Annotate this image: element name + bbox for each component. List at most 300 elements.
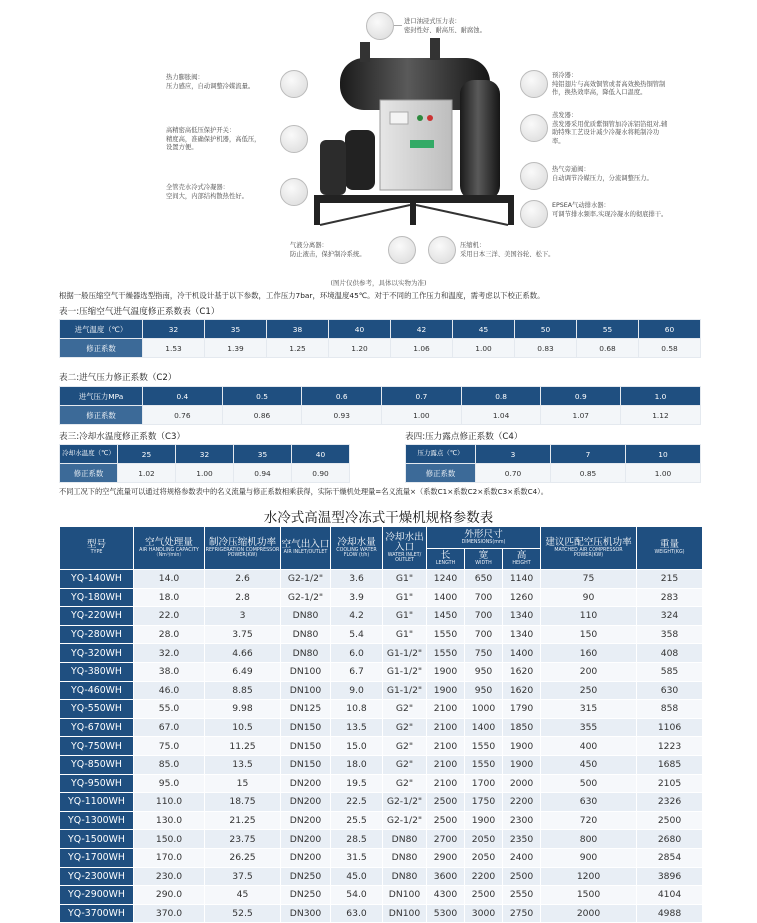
spec-cell: 1620 bbox=[503, 662, 541, 681]
spec-table-body bbox=[60, 570, 703, 923]
c1-factor-cell: 0.83 bbox=[515, 339, 577, 358]
spec-cell: 750 bbox=[465, 644, 503, 663]
spec-table bbox=[59, 526, 703, 923]
callout-title: 压缩机： bbox=[460, 242, 486, 249]
c1-temp-cell: 35 bbox=[205, 320, 267, 339]
spec-cell: 1685 bbox=[637, 755, 703, 774]
spec-row bbox=[60, 681, 703, 700]
spec-row bbox=[60, 811, 703, 830]
c2-title: 表二:进气压力修正系数（C2） bbox=[59, 373, 177, 383]
c4-point-cell: 3 bbox=[476, 445, 551, 464]
spec-cell: 90 bbox=[541, 588, 637, 607]
spec-cell: 2000 bbox=[503, 774, 541, 793]
spec-cell: G2-1/2" bbox=[281, 570, 331, 589]
spec-cell: DN200 bbox=[281, 774, 331, 793]
spec-cell: DN80 bbox=[281, 607, 331, 626]
spec-cell: 3 bbox=[205, 607, 281, 626]
spec-cell: 450 bbox=[541, 755, 637, 774]
spec-cell: 2100 bbox=[427, 755, 465, 774]
spec-cell: 1850 bbox=[503, 718, 541, 737]
callout-expansion-valve bbox=[166, 74, 254, 91]
spec-cell: 31.5 bbox=[331, 848, 383, 867]
c3-header-row bbox=[60, 445, 350, 464]
spec-cell: 858 bbox=[637, 700, 703, 719]
spec-cell: 1000 bbox=[465, 700, 503, 719]
spec-cell: 22.5 bbox=[331, 793, 383, 812]
spec-cell: 1750 bbox=[465, 793, 503, 812]
spec-cell: DN100 bbox=[383, 904, 427, 923]
c2-pressure-cell: 0.8 bbox=[461, 387, 541, 406]
spec-row bbox=[60, 830, 703, 849]
spec-cell: 1550 bbox=[427, 625, 465, 644]
c3-factor-row bbox=[60, 464, 350, 483]
c1-table bbox=[59, 319, 701, 358]
model-cell: YQ-220WH bbox=[60, 607, 134, 626]
spec-cell: DN150 bbox=[281, 755, 331, 774]
spec-cell: 700 bbox=[465, 625, 503, 644]
spec-cell: 150 bbox=[541, 625, 637, 644]
spec-cell: G1-1/2" bbox=[383, 681, 427, 700]
precooler-icon bbox=[520, 70, 548, 98]
c3-factor-cell: 1.02 bbox=[118, 464, 176, 483]
spec-cell: 9.98 bbox=[205, 700, 281, 719]
spec-cell: 52.5 bbox=[205, 904, 281, 923]
spec-cell: 4.2 bbox=[331, 607, 383, 626]
spec-cell: 18.0 bbox=[331, 755, 383, 774]
c2-factor-cell: 1.04 bbox=[461, 406, 541, 425]
spec-cell: DN100 bbox=[281, 662, 331, 681]
model-cell: YQ-3700WH bbox=[60, 904, 134, 923]
model-cell: YQ-140WH bbox=[60, 570, 134, 589]
spec-cell: 1900 bbox=[465, 811, 503, 830]
spec-cell: 21.25 bbox=[205, 811, 281, 830]
spec-row bbox=[60, 793, 703, 812]
c1-temp-cell: 38 bbox=[267, 320, 329, 339]
model-cell: YQ-1100WH bbox=[60, 793, 134, 812]
spec-cell: DN80 bbox=[383, 848, 427, 867]
c4-factor-cell: 1.00 bbox=[626, 464, 701, 483]
c1-factor-cell: 1.06 bbox=[391, 339, 453, 358]
spec-cell: 2100 bbox=[427, 718, 465, 737]
c2-factor-cell: 0.93 bbox=[302, 406, 382, 425]
evaporator-icon bbox=[520, 114, 548, 142]
spec-cell: 3896 bbox=[637, 867, 703, 886]
col-weight: 重量 WEIGHT(KG) bbox=[637, 527, 703, 570]
spec-cell: 5.4 bbox=[331, 625, 383, 644]
spec-cell: 2326 bbox=[637, 793, 703, 812]
pressure-gauge-icon bbox=[366, 12, 394, 40]
spec-row bbox=[60, 737, 703, 756]
spec-cell: 23.75 bbox=[205, 830, 281, 849]
spec-cell: 650 bbox=[465, 570, 503, 589]
spec-row bbox=[60, 662, 703, 681]
spec-cell: 95.0 bbox=[134, 774, 205, 793]
spec-cell: 3.6 bbox=[331, 570, 383, 589]
spec-cell: 11.25 bbox=[205, 737, 281, 756]
spec-row bbox=[60, 867, 703, 886]
spec-cell: 15 bbox=[205, 774, 281, 793]
spec-cell: G1" bbox=[383, 570, 427, 589]
callout-evaporator bbox=[552, 112, 670, 146]
model-cell: YQ-2300WH bbox=[60, 867, 134, 886]
c1-row-label: 修正系数 bbox=[60, 339, 143, 358]
spec-cell: 54.0 bbox=[331, 886, 383, 905]
spec-cell: 2500 bbox=[465, 886, 503, 905]
spec-cell: 2000 bbox=[541, 904, 637, 923]
model-cell: YQ-950WH bbox=[60, 774, 134, 793]
spec-cell: 3.9 bbox=[331, 588, 383, 607]
spec-row bbox=[60, 755, 703, 774]
c1-factor-cell: 0.58 bbox=[639, 339, 701, 358]
model-cell: YQ-280WH bbox=[60, 625, 134, 644]
spec-cell: DN80 bbox=[281, 644, 331, 663]
dryer-machine-image bbox=[300, 20, 530, 240]
c4-factor-cell: 0.85 bbox=[551, 464, 626, 483]
callout-desc: 空间大，内部结构散热性好。 bbox=[166, 192, 248, 200]
spec-cell: 22.0 bbox=[134, 607, 205, 626]
spec-cell: 1223 bbox=[637, 737, 703, 756]
model-cell: YQ-1700WH bbox=[60, 848, 134, 867]
spec-cell: 2100 bbox=[427, 774, 465, 793]
formula-note: 不同工况下的空气流量可以通过将规格参数表中的名义流量与修正系数相乘获得，实际干燥机处理量=名义流量×（系数C1×系数C2×系数C3×系数C4）。 bbox=[59, 487, 548, 496]
spec-cell: 18.75 bbox=[205, 793, 281, 812]
callout-title: 高精密高低压保护开关： bbox=[166, 127, 236, 134]
spec-row bbox=[60, 700, 703, 719]
c3-title: 表三:冷却水温度修正系数（C3） bbox=[59, 432, 186, 442]
model-cell: YQ-460WH bbox=[60, 681, 134, 700]
spec-row bbox=[60, 625, 703, 644]
spec-row bbox=[60, 644, 703, 663]
c4-title: 表四:压力露点修正系数（C4） bbox=[405, 432, 523, 442]
callout-desc: 可调节排水频率,实现冷凝水的彻底排干。 bbox=[552, 210, 668, 218]
model-cell: YQ-180WH bbox=[60, 588, 134, 607]
c2-factor-cell: 1.07 bbox=[541, 406, 621, 425]
c1-temp-cell: 32 bbox=[143, 320, 205, 339]
spec-cell: 1700 bbox=[465, 774, 503, 793]
c3-row-label: 冷却水温度（℃） bbox=[60, 445, 118, 464]
spec-cell: 355 bbox=[541, 718, 637, 737]
spec-cell: 28.5 bbox=[331, 830, 383, 849]
c1-temp-cell: 42 bbox=[391, 320, 453, 339]
callout-title: 蒸发器： bbox=[552, 112, 578, 119]
spec-cell: 1400 bbox=[503, 644, 541, 663]
col-air: 空气处理量 AIR HANDLING CAPACITY（Nm³/min） bbox=[134, 527, 205, 570]
spec-cell: G2" bbox=[383, 774, 427, 793]
spec-cell: DN200 bbox=[281, 830, 331, 849]
spec-cell: 2550 bbox=[503, 886, 541, 905]
spec-cell: G1-1/2" bbox=[383, 644, 427, 663]
callout-desc: 蒸发器采用优质紫铜管加冷冻铝箔组对,辅助特殊工艺设计减少冷凝水将耗制冷功率。 bbox=[552, 120, 668, 145]
spec-cell: G1" bbox=[383, 625, 427, 644]
spec-cell: 67.0 bbox=[134, 718, 205, 737]
col-winout: 冷却水出入口 WATER INLET/ OUTLET bbox=[383, 527, 427, 570]
spec-header-row bbox=[60, 527, 703, 549]
spec-row bbox=[60, 904, 703, 923]
callout-condenser bbox=[166, 184, 248, 201]
spec-cell: 130.0 bbox=[134, 811, 205, 830]
spec-cell: 75 bbox=[541, 570, 637, 589]
spec-cell: 720 bbox=[541, 811, 637, 830]
callout-title: 全管壳水冷式冷凝器： bbox=[166, 184, 229, 191]
spec-cell: 630 bbox=[637, 681, 703, 700]
c1-factor-cell: 1.25 bbox=[267, 339, 329, 358]
spec-cell: G2" bbox=[383, 755, 427, 774]
spec-row bbox=[60, 886, 703, 905]
spec-cell: 1550 bbox=[465, 755, 503, 774]
spec-cell: 9.0 bbox=[331, 681, 383, 700]
c2-pressure-cell: 0.6 bbox=[302, 387, 382, 406]
col-match: 建议匹配空压机功率 MATCHED AIR COMPRESSOR POWER(KW) bbox=[541, 527, 637, 570]
bypass-valve-icon bbox=[520, 162, 548, 190]
spec-cell: 110.0 bbox=[134, 793, 205, 812]
spec-cell: 2750 bbox=[503, 904, 541, 923]
spec-cell: DN150 bbox=[281, 737, 331, 756]
c1-factor-cell: 1.39 bbox=[205, 339, 267, 358]
spec-cell: DN250 bbox=[281, 867, 331, 886]
spec-cell: 2680 bbox=[637, 830, 703, 849]
spec-cell: 6.49 bbox=[205, 662, 281, 681]
spec-cell: 4.66 bbox=[205, 644, 281, 663]
callout-title: 气液分离器： bbox=[290, 242, 328, 249]
compressor-icon bbox=[428, 236, 456, 264]
intro-text: 根据一般压缩空气干燥器选型指南，冷干机设计基于以下参数，工作压力7bar，环境温度45℃。对于不同的工作压力和温度，需考虑以下校正系数。 bbox=[59, 291, 545, 300]
spec-cell: 160 bbox=[541, 644, 637, 663]
c3-factor-cell: 0.94 bbox=[234, 464, 292, 483]
callout-desc: 纯铝翅片与高效铜管或者高效换热铜管制作，换热效率高，降低入口温度。 bbox=[552, 80, 666, 97]
callout-title: 进口油浸式压力表： bbox=[404, 18, 461, 25]
col-length: 长 LENGTH bbox=[427, 548, 465, 570]
spec-cell: DN80 bbox=[281, 625, 331, 644]
spec-cell: G2-1/2" bbox=[383, 811, 427, 830]
c1-temp-cell: 45 bbox=[453, 320, 515, 339]
spec-cell: 1106 bbox=[637, 718, 703, 737]
spec-cell: 283 bbox=[637, 588, 703, 607]
c3-factor-cell: 1.00 bbox=[176, 464, 234, 483]
spec-cell: 10.8 bbox=[331, 700, 383, 719]
spec-cell: 1900 bbox=[503, 737, 541, 756]
spec-cell: DN80 bbox=[383, 867, 427, 886]
spec-cell: 55.0 bbox=[134, 700, 205, 719]
spec-cell: 1790 bbox=[503, 700, 541, 719]
col-type: 型号 TYPE bbox=[60, 527, 134, 570]
spec-cell: 6.0 bbox=[331, 644, 383, 663]
spec-cell: 1400 bbox=[427, 588, 465, 607]
spec-cell: 5300 bbox=[427, 904, 465, 923]
model-cell: YQ-1500WH bbox=[60, 830, 134, 849]
c1-title: 表一:压缩空气进气温度修正系数表（C1） bbox=[59, 307, 220, 317]
spec-cell: 215 bbox=[637, 570, 703, 589]
spec-row bbox=[60, 774, 703, 793]
c1-factor-cell: 1.00 bbox=[453, 339, 515, 358]
spec-table-title: 水冷式高温型冷冻式干燥机规格参数表 bbox=[263, 510, 494, 526]
spec-cell: 200 bbox=[541, 662, 637, 681]
callout-title: 热气旁通阀： bbox=[552, 166, 590, 173]
spec-cell: DN125 bbox=[281, 700, 331, 719]
callout-bypass-valve bbox=[552, 166, 653, 183]
spec-cell: 500 bbox=[541, 774, 637, 793]
spec-cell: 358 bbox=[637, 625, 703, 644]
c2-table bbox=[59, 386, 701, 425]
pressure-switch-icon bbox=[280, 125, 308, 153]
spec-cell: DN200 bbox=[281, 848, 331, 867]
c1-temp-cell: 50 bbox=[515, 320, 577, 339]
spec-cell: 4300 bbox=[427, 886, 465, 905]
spec-cell: 2854 bbox=[637, 848, 703, 867]
spec-cell: 2700 bbox=[427, 830, 465, 849]
c3-factor-cell: 0.90 bbox=[292, 464, 350, 483]
c2-pressure-cell: 0.5 bbox=[222, 387, 302, 406]
spec-cell: 630 bbox=[541, 793, 637, 812]
spec-cell: 45.0 bbox=[331, 867, 383, 886]
spec-cell: DN200 bbox=[281, 811, 331, 830]
c2-factor-cell: 1.12 bbox=[621, 406, 701, 425]
col-ref: 制冷压缩机功率 REFRIGERATION COMPRESSOR POWER(KW) bbox=[205, 527, 281, 570]
spec-cell: 13.5 bbox=[205, 755, 281, 774]
spec-cell: 2400 bbox=[503, 848, 541, 867]
c4-row-label: 压力露点（℃） bbox=[406, 445, 476, 464]
callout-precooler bbox=[552, 72, 670, 98]
condenser-icon bbox=[280, 178, 308, 206]
c1-header-row bbox=[60, 320, 701, 339]
spec-cell: 1620 bbox=[503, 681, 541, 700]
c2-pressure-cell: 0.9 bbox=[541, 387, 621, 406]
spec-cell: 2100 bbox=[427, 700, 465, 719]
spec-cell: 110 bbox=[541, 607, 637, 626]
spec-cell: 1450 bbox=[427, 607, 465, 626]
c2-header-row bbox=[60, 387, 701, 406]
spec-cell: 3600 bbox=[427, 867, 465, 886]
spec-cell: DN250 bbox=[281, 886, 331, 905]
spec-cell: 10.5 bbox=[205, 718, 281, 737]
spec-cell: 1550 bbox=[465, 737, 503, 756]
c2-factor-cell: 0.86 bbox=[222, 406, 302, 425]
figure-caption: (图片仅供参考，具体以实物为准) bbox=[330, 279, 427, 287]
spec-cell: 2350 bbox=[503, 830, 541, 849]
c1-temp-cell: 60 bbox=[639, 320, 701, 339]
spec-cell: 1140 bbox=[503, 570, 541, 589]
spec-cell: G2" bbox=[383, 718, 427, 737]
spec-row bbox=[60, 848, 703, 867]
spec-cell: 400 bbox=[541, 737, 637, 756]
spec-cell: 19.5 bbox=[331, 774, 383, 793]
c4-row-label: 修正系数 bbox=[406, 464, 476, 483]
spec-cell: 1550 bbox=[427, 644, 465, 663]
c4-factor-cell: 0.70 bbox=[476, 464, 551, 483]
separator-icon bbox=[388, 236, 416, 264]
spec-cell: 2200 bbox=[503, 793, 541, 812]
model-cell: YQ-550WH bbox=[60, 700, 134, 719]
c2-factor-cell: 1.00 bbox=[382, 406, 462, 425]
c2-row-label: 进气压力MPa bbox=[60, 387, 143, 406]
spec-cell: G1" bbox=[383, 607, 427, 626]
spec-cell: 85.0 bbox=[134, 755, 205, 774]
spec-cell: 950 bbox=[465, 681, 503, 700]
spec-cell: 63.0 bbox=[331, 904, 383, 923]
spec-cell: 170.0 bbox=[134, 848, 205, 867]
callout-title: 热力膨胀阀： bbox=[166, 74, 204, 81]
spec-cell: 8.85 bbox=[205, 681, 281, 700]
c1-factor-cell: 1.20 bbox=[329, 339, 391, 358]
c4-table bbox=[405, 444, 701, 483]
c1-factor-cell: 0.68 bbox=[577, 339, 639, 358]
callout-desc: 密封性好、耐高压、耐腐蚀。 bbox=[404, 26, 486, 34]
model-cell: YQ-1300WH bbox=[60, 811, 134, 830]
spec-cell: 6.7 bbox=[331, 662, 383, 681]
spec-cell: 800 bbox=[541, 830, 637, 849]
c1-factor-row bbox=[60, 339, 701, 358]
c1-temp-cell: 40 bbox=[329, 320, 391, 339]
spec-cell: 38.0 bbox=[134, 662, 205, 681]
c4-point-cell: 7 bbox=[551, 445, 626, 464]
spec-cell: 37.5 bbox=[205, 867, 281, 886]
callout-drain-valve bbox=[552, 202, 670, 219]
spec-cell: 46.0 bbox=[134, 681, 205, 700]
spec-cell: 4104 bbox=[637, 886, 703, 905]
spec-cell: 15.0 bbox=[331, 737, 383, 756]
spec-cell: 2300 bbox=[503, 811, 541, 830]
c2-row-label: 修正系数 bbox=[60, 406, 143, 425]
spec-cell: 28.0 bbox=[134, 625, 205, 644]
col-inout: 空气出入口 AIR INLET/OUTLET bbox=[281, 527, 331, 570]
callout-title: EPSEA气动排水器： bbox=[552, 202, 610, 209]
spec-cell: 2.6 bbox=[205, 570, 281, 589]
spec-cell: 1260 bbox=[503, 588, 541, 607]
spec-cell: 1900 bbox=[427, 662, 465, 681]
callout-desc: 压力感应，自动调整冷媒流量。 bbox=[166, 82, 255, 90]
spec-cell: DN100 bbox=[281, 681, 331, 700]
spec-cell: 2500 bbox=[427, 811, 465, 830]
expansion-valve-icon bbox=[280, 70, 308, 98]
c2-pressure-cell: 0.4 bbox=[143, 387, 223, 406]
col-dim: 外形尺寸 DIMENSIONS(mm) bbox=[427, 527, 541, 549]
spec-cell: DN80 bbox=[383, 830, 427, 849]
spec-cell: 585 bbox=[637, 662, 703, 681]
col-height: 高 HEIGHT bbox=[503, 548, 541, 570]
spec-cell: 4988 bbox=[637, 904, 703, 923]
spec-cell: 324 bbox=[637, 607, 703, 626]
spec-cell: 2500 bbox=[637, 811, 703, 830]
spec-cell: 3.75 bbox=[205, 625, 281, 644]
callout-desc: 自动调节冷媒压力，分流调整压力。 bbox=[552, 174, 653, 182]
c4-header-row bbox=[406, 445, 701, 464]
spec-cell: 1200 bbox=[541, 867, 637, 886]
spec-cell: DN300 bbox=[281, 904, 331, 923]
c2-factor-cell: 0.76 bbox=[143, 406, 223, 425]
spec-cell: 26.25 bbox=[205, 848, 281, 867]
spec-cell: DN150 bbox=[281, 718, 331, 737]
spec-cell: G2" bbox=[383, 700, 427, 719]
spec-cell: DN200 bbox=[281, 793, 331, 812]
spec-cell: 150.0 bbox=[134, 830, 205, 849]
callout-pressure-switch bbox=[166, 127, 266, 153]
spec-cell: G2-1/2" bbox=[383, 793, 427, 812]
c3-temp-cell: 40 bbox=[292, 445, 350, 464]
c2-pressure-cell: 1.0 bbox=[621, 387, 701, 406]
model-cell: YQ-380WH bbox=[60, 662, 134, 681]
c1-temp-cell: 55 bbox=[577, 320, 639, 339]
spec-cell: 2.8 bbox=[205, 588, 281, 607]
spec-cell: 950 bbox=[465, 662, 503, 681]
spec-cell: 2100 bbox=[427, 737, 465, 756]
callout-separator bbox=[290, 242, 366, 259]
spec-cell: 315 bbox=[541, 700, 637, 719]
spec-cell: 1240 bbox=[427, 570, 465, 589]
callout-pressure-gauge bbox=[404, 18, 486, 35]
spec-cell: 2900 bbox=[427, 848, 465, 867]
spec-cell: 14.0 bbox=[134, 570, 205, 589]
spec-row bbox=[60, 718, 703, 737]
c4-factor-row bbox=[406, 464, 701, 483]
